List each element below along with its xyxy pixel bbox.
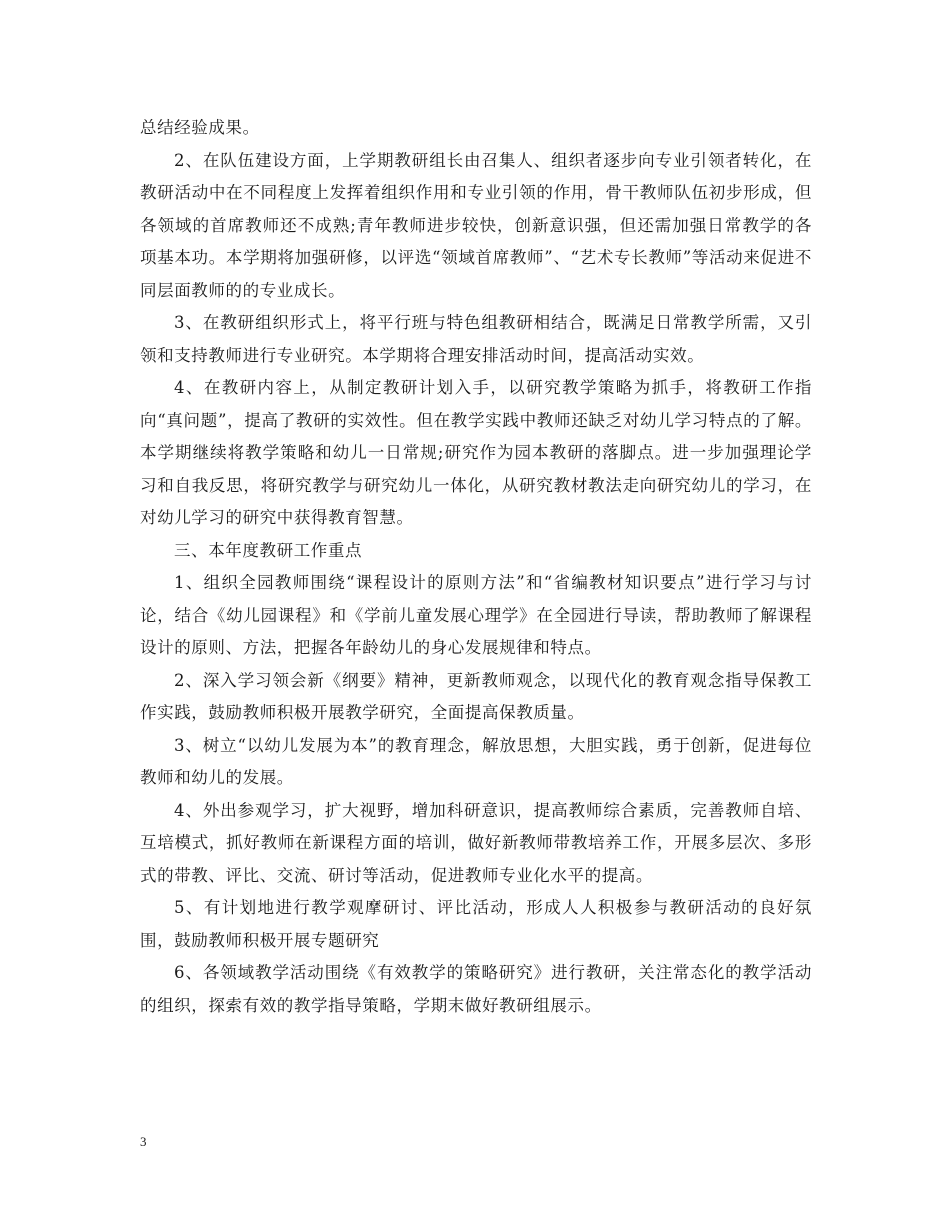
paragraph-focus-4: 4、外出参观学习，扩大视野，增加科研意识，提高教师综合素质，完善教师自培、互培模式，抓好教师在新课程方面的培训，做好新教师带教培养工作，开展多层次、多形式的带教、评比、交流、研讨等活动，促进教师专业化水平的提高。 [140, 800, 812, 885]
paragraph-organization-form: 3、在教研组织形式上，将平行班与特色组教研相结合，既满足日常教学所需，又引领和支持教师进行专业研究。本学期将合理安排活动时间，提高活动实效。 [140, 313, 812, 365]
paragraph-continuation: 总结经验成果。 [140, 118, 260, 137]
paragraph-focus-2: 2、深入学习领会新《纲要》精神，更新教师观念，以现代化的教育观念指导保教工作实践，鼓励教师积极开展教学研究，全面提高保教质量。 [140, 670, 812, 722]
page-number: 3 [140, 1134, 147, 1149]
paragraph-research-content: 4、在教研内容上，从制定教研计划入手，以研究教学策略为抓手，将教研工作指向“真问题”，提高了教研的实效性。但在教学实践中教师还缺乏对幼儿学习特点的了解。本学期继续将教学策略和幼儿一日常规;研究作为园本教研的落脚点。进一步加强理论学习和自我反思，将研究教学与研究幼儿一体化，从研究教材教法走向研究幼儿的学习，在对幼儿学习的研究中获得教育智慧。 [140, 378, 812, 527]
paragraph-focus-5: 5、有计划地进行教学观摩研讨、评比活动，形成人人积极参与教研活动的良好氛围，鼓励教师积极开展专题研究 [140, 898, 812, 950]
paragraph-focus-3: 3、树立“以幼儿发展为本”的教育理念，解放思想，大胆实践，勇于创新，促进每位教师和幼儿的发展。 [140, 735, 812, 787]
paragraph-focus-6: 6、各领域教学活动围绕《有效教学的策略研究》进行教研，关注常态化的教学活动的组织，探索有效的教学指导策略，学期末做好教研组展示。 [140, 963, 812, 1015]
section-heading: 三、本年度教研工作重点 [174, 540, 363, 560]
document-body [140, 112, 812, 1022]
paragraph-team-building: 2、在队伍建设方面，上学期教研组长由召集人、组织者逐步向专业引领者转化，在教研活动中在不同程度上发挥着组织作用和专业引领的作用，骨干教师队伍初步形成，但各领域的首席教师还不成熟;青年教师进步较快，创新意识强，但还需加强日常教学的各项基本功。本学期将加强研修，以评选“领域首席教师”、“艺术专长教师”等活动来促进不同层面教师的的专业成长。 [140, 150, 812, 300]
paragraph-focus-1: 1、组织全园教师围绕“课程设计的原则方法”和“省编教材知识要点”进行学习与讨论，结合《幼儿园课程》和《学前儿童发展心理学》在全园进行导读，帮助教师了解课程设计的原则、方法，把握各年龄幼儿的身心发展规律和特点。 [140, 573, 812, 657]
